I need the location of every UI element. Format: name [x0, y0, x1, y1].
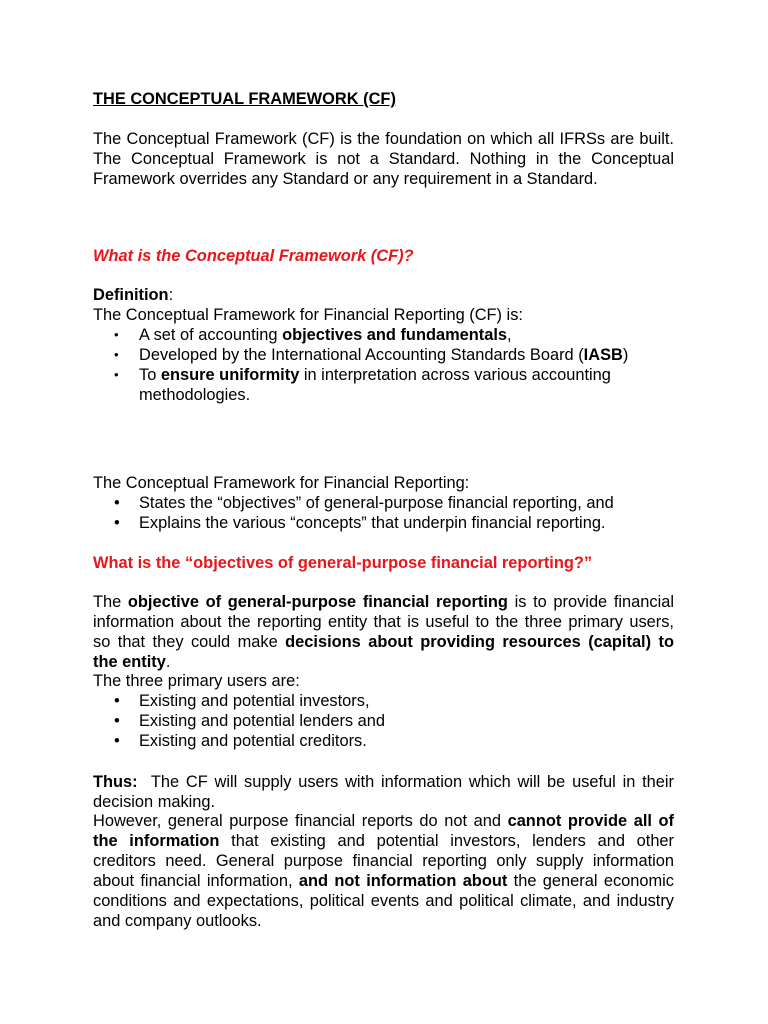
- definition-colon: :: [168, 286, 174, 304]
- list-item: • Existing and potential lenders and: [93, 711, 674, 731]
- users-list: [93, 691, 674, 751]
- heading-objectives: What is the “objectives of general-purpose financial reporting?”: [93, 554, 593, 572]
- objective-paragraph: The objective of general-purpose financial reporting is to provide financial information about the reporting entity that is useful to the three primary users, so that they could make decisions about providing resources (capital) to the entity.: [93, 593, 674, 671]
- thus-label: Thus:: [93, 773, 138, 791]
- definition-lead: The Conceptual Framework for Financial Reporting (CF) is:: [93, 306, 523, 324]
- list-item: • Explains the various “concepts” that underpin financial reporting.: [93, 513, 674, 533]
- list-item: • To ensure uniformity in interpretation across various accounting methodologies.: [93, 365, 674, 405]
- cf-reporting-section: [93, 473, 674, 533]
- definition-list: [93, 325, 674, 405]
- thus-paragraph: Thus: The CF will supply users with information which will be useful in their decision making.: [93, 773, 679, 811]
- list-item: • States the “objectives” of general-purpose financial reporting, and: [93, 493, 674, 513]
- heading-what-is-cf: What is the Conceptual Framework (CF)?: [93, 247, 414, 265]
- page-title: THE CONCEPTUAL FRAMEWORK (CF): [93, 90, 396, 108]
- users-lead: The three primary users are:: [93, 672, 300, 690]
- list-item: • Existing and potential creditors.: [93, 731, 674, 751]
- users-section: [93, 671, 674, 751]
- definition-label-line: [93, 285, 674, 305]
- definition-label: Definition: [93, 286, 169, 304]
- list-item: • Existing and potential investors,: [93, 691, 674, 711]
- intro-paragraph: The Conceptual Framework (CF) is the foundation on which all IFRSs are built. The Conceptual Framework is not a Standard. Nothing in the Conceptual Framework overrides any Standard or any requirement in a Standard.: [93, 130, 674, 188]
- definition-section: [93, 285, 674, 405]
- list-item: • A set of accounting objectives and fundamentals,: [93, 325, 674, 345]
- list-item: • Developed by the International Accounting Standards Board (IASB): [93, 345, 674, 365]
- however-paragraph: However, general purpose financial reports do not and cannot provide all of the information that existing and potential investors, lenders and other creditors need. General purpose financial reporting only supply information about financial information, and not information about the general economic conditions and expectations, political events and political climate, and industry and company outlooks.: [93, 812, 675, 930]
- cf-reporting-list: [93, 493, 674, 533]
- cf-reporting-lead: The Conceptual Framework for Financial Reporting:: [93, 474, 470, 492]
